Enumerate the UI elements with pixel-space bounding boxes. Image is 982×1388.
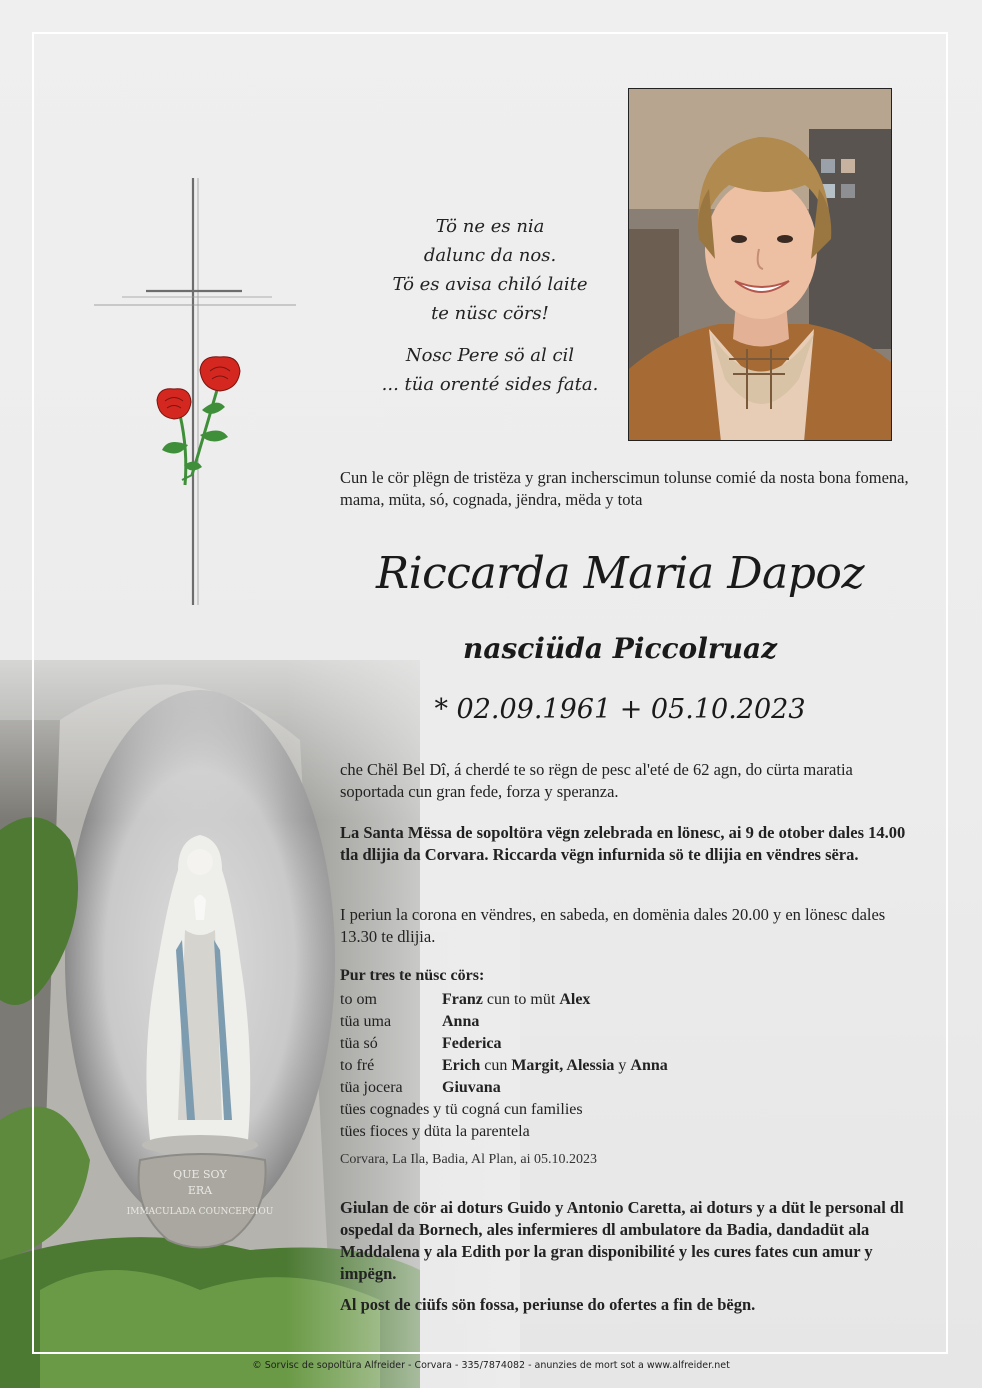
portrait-photo [628,88,892,441]
life-dates: * 02.09.1961 + 05.10.2023 [434,694,806,725]
birth-name: nasciüda Piccolruaz [462,632,778,665]
family-names [442,1077,501,1099]
family-names [442,1011,479,1033]
family-connector: y [614,1057,631,1074]
family-row [340,1033,900,1055]
deceased-name: Riccarda Maria Dapoz [375,548,865,599]
family-connector: cun to müt [482,991,560,1008]
family-names [442,989,590,1011]
family-member-name: Alex [559,991,591,1008]
poem-line: ... tüa orenté sides fata. [381,374,599,395]
family-names [442,1033,502,1055]
family-relation: tüa jocera [340,1079,403,1096]
poem-line: Tö es avisa chiló laite [392,274,588,295]
family-extra: tües fioces y düta la parentela [340,1123,530,1140]
family-member-name: Anna [442,1013,480,1030]
poem [340,212,640,412]
donation-paragraph: Al post de ciüfs sön fossa, periunse do ofertes a fin de bëgn. [340,1295,756,1314]
family-heading: Pur tres te nüsc cörs: [340,967,485,984]
poem-line: Nosc Pere sö al cil [405,345,575,366]
death-paragraph: che Chël Bel Dî, á cherdé te so rëgn de pesc al'eté de 62 agn, do cürta maratia soportada cun gran fede, forza y speranza. [340,760,853,801]
cross-with-roses-icon [92,175,298,610]
family-rows [340,989,900,1099]
poem-line: dalunc da nos. [423,245,557,266]
family-relation: tüa só [340,1035,378,1052]
family-member-name: Erich [442,1057,481,1074]
family-extra: tües cognades y tü cogná cun families [340,1101,583,1118]
portrait-image [629,89,892,441]
family-member-name: Anna [630,1057,668,1074]
footer-credit: © Sorvisc de sopoltüra Alfreider - Corvara - 335/7874082 - anunzies de mort sot a www.alfreider.net [252,1360,730,1371]
family-row [340,1077,900,1099]
family-relation: to om [340,991,377,1008]
poem-line: Tö ne es nia [435,216,545,237]
poem-line: te nüsc cörs! [431,303,549,324]
thanks-paragraph: Giulan de cör ai doturs Guido y Antonio Caretta, ai doturs y a düt le personal dl ospedal da Bornech, ales infermieres dl ambulatore da Badia, dandadüt ala Maddalena y ala Edith por la gran disponibilité y les cures fates cun amur y impëgn. [340,1198,904,1283]
family-row [340,1055,900,1077]
family-member-name: Franz [442,991,483,1008]
family-row [340,989,900,1011]
family-names [442,1055,668,1077]
family-relation: to fré [340,1057,375,1074]
rosary-paragraph: I periun la corona en vëndres, en sabeda, en domënia dales 20.00 y en lönesc dales 13.30 te dlijia. [340,905,886,946]
family-list [340,965,900,1171]
family-member-name: Federica [442,1035,502,1052]
intro-text: Cun le cör plëgn de tristëza y gran incherscimun tolunse comié da nosta bona fomena, mama, müta, só, cognada, jëndra, mëda y tota [340,468,909,509]
family-member-name: Margit, Alessia [511,1057,615,1074]
family-relation: tüa uma [340,1013,392,1030]
family-row [340,1011,900,1033]
family-connector: cun [480,1057,512,1074]
place-and-date: Corvara, La Ila, Badia, Al Plan, ai 05.10.2023 [340,1152,597,1167]
family-member-name: Giuvana [442,1079,501,1096]
funeral-mass-paragraph: La Santa Mëssa de sopoltöra vëgn zelebrada en lönesc, ai 9 de otober dales 14.00 tla dlijia da Corvara. Riccarda vëgn infurnida sö te dlijia en vëndres sëra. [340,823,906,864]
